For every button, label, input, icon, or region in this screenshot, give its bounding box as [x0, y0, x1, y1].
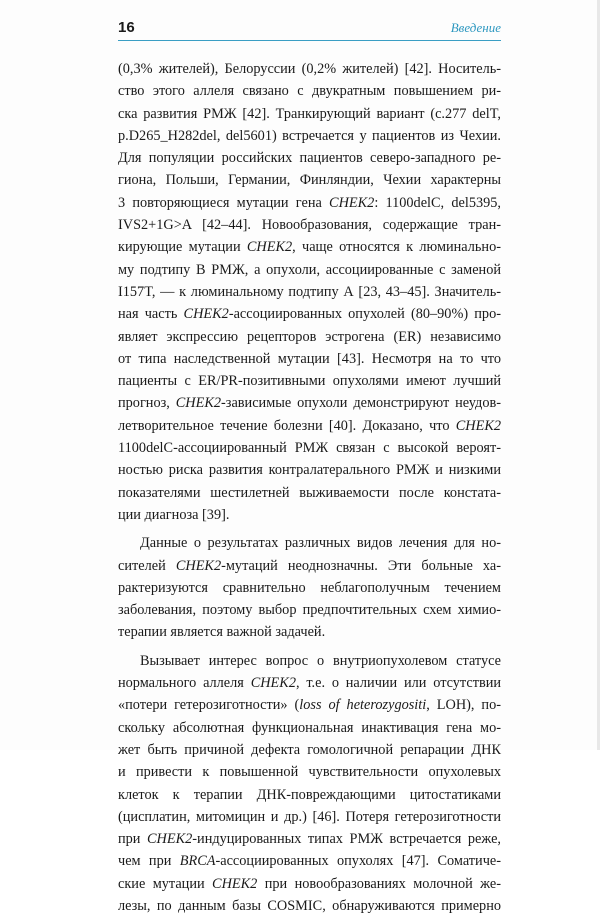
text-line: «потери гетерозиготности» (loss of heterozygositi, LOH), по-: [118, 697, 501, 714]
italic-term: loss of heterozygositi: [299, 697, 427, 714]
text-line: скольку абсолютная функциональная инактивация гена мо-: [118, 719, 501, 736]
italic-term: CHEK2: [147, 831, 193, 848]
text-line: являет экспрессию рецепторов эстрогена (ER) независимо: [118, 328, 501, 345]
paragraph: [118, 58, 501, 526]
text-line: жет быть причиной дефекта гомологичной репарации ДНК: [118, 741, 501, 758]
text-line: p.D265_H282del, del5601) встречается у пациентов из Чехии.: [118, 127, 501, 144]
italic-term: CHEK2: [212, 875, 258, 892]
text-line: клеток к терапии ДНК-повреждающими цитостатиками: [118, 786, 501, 803]
text-line: IVS2+1G>A [42–44]. Новообразования, содержащие тран-: [118, 217, 501, 234]
text-line: (цисплатин, митомицин и др.) [46]. Потеря гетерозиготности: [118, 808, 501, 825]
text-line: ство этого аллеля связано с двукратным повышением ри-: [118, 83, 501, 100]
italic-term: CHEK2: [175, 557, 222, 574]
text-line: Для популяции российских пациентов северо-западного ре-: [118, 150, 501, 167]
text-line: заболевания, поэтому выбор предпочтительных схем химио-: [118, 602, 501, 619]
italic-term: BRCA: [179, 853, 216, 870]
text-line: чем при BRCA-ассоциированных опухолях [47]. Соматиче-: [118, 853, 501, 870]
italic-term: CHEK2: [246, 239, 293, 256]
italic-term: CHEK2: [175, 395, 222, 412]
text-line: показателями шестилетней выживаемости после констата-: [118, 484, 501, 501]
body-text: [118, 58, 501, 917]
paragraph: [118, 650, 501, 917]
text-line: Данные о результатах различных видов лечения для но-: [140, 535, 501, 552]
text-line: гиона, Польши, Германии, Финляндии, Чехии характерны: [118, 172, 501, 189]
text-line: рактеризуются сравнительно неблагополучным течением: [118, 579, 501, 596]
italic-term: CHEK2: [329, 194, 375, 211]
text-line: кирующие мутации CHEK2, чаще относятся к люминально-: [118, 239, 501, 256]
text-line: (0,3% жителей), Белоруссии (0,2% жителей) [42]. Носитель-: [118, 61, 501, 77]
text-line: терапии является важной задачей.: [118, 624, 326, 641]
text-line: 3 повторяющиеся мутации гена CHEK2: 1100delC, del5395,: [118, 194, 501, 211]
text-line: пациенты с ER/PR-позитивными опухолями имеют лучший: [118, 373, 501, 390]
text-line: 1100delC-ассоциированный РМЖ связан с высокой вероят-: [118, 440, 501, 457]
text-line: от типа наследственной мутации [43]. Несмотря на то что: [118, 350, 501, 367]
running-header: [118, 18, 501, 41]
text-line: ции диагноза [39].: [118, 506, 230, 523]
text-line: ностью риска развития контралатерального РМЖ и низкими: [118, 462, 501, 479]
text-line: прогноз, CHEK2-зависимые опухоли демонстрируют неудов-: [118, 395, 501, 412]
text-line: му подтипу В РМЖ, а опухоли, ассоциированные с заменой: [118, 261, 501, 278]
paragraph: [118, 532, 501, 643]
text-line: лезы, по данным базы COSMIC, обнаруживаются примерно: [118, 897, 501, 914]
text-line: сителей CHEK2-мутаций неоднозначны. Эти больные ха-: [118, 557, 501, 574]
text-line: ска развития РМЖ [42]. Транкирующий вариант (c.277 delT,: [118, 105, 501, 122]
text-line: ские мутации CHEK2 при новообразованиях молочной же-: [118, 875, 501, 892]
italic-term: CHEK2: [455, 417, 501, 434]
text-line: и привести к повышенной чувствительности опухолевых: [118, 764, 501, 781]
page-number: 16: [118, 19, 135, 36]
text-line: при CHEK2-индуцированных типах РМЖ встречается реже,: [118, 831, 501, 848]
italic-term: CHEK2: [250, 675, 296, 692]
text-line: нормального аллеля CHEK2, т.е. о наличии или отсутствии: [118, 675, 501, 692]
text-line: Вызывает интерес вопрос о внутриопухолевом статусе: [140, 652, 501, 669]
text-line: I157T, — к люминальному подтипу А [23, 43–45]. Значитель-: [118, 283, 501, 300]
text-line: ная часть CHEK2-ассоциированных опухолей (80–90%) про-: [118, 306, 501, 323]
section-title: Введение: [450, 20, 501, 35]
italic-term: CHEK2: [183, 306, 229, 323]
text-line: летворительное течение болезни [40]. Доказано, что CHEK2: [118, 417, 501, 434]
